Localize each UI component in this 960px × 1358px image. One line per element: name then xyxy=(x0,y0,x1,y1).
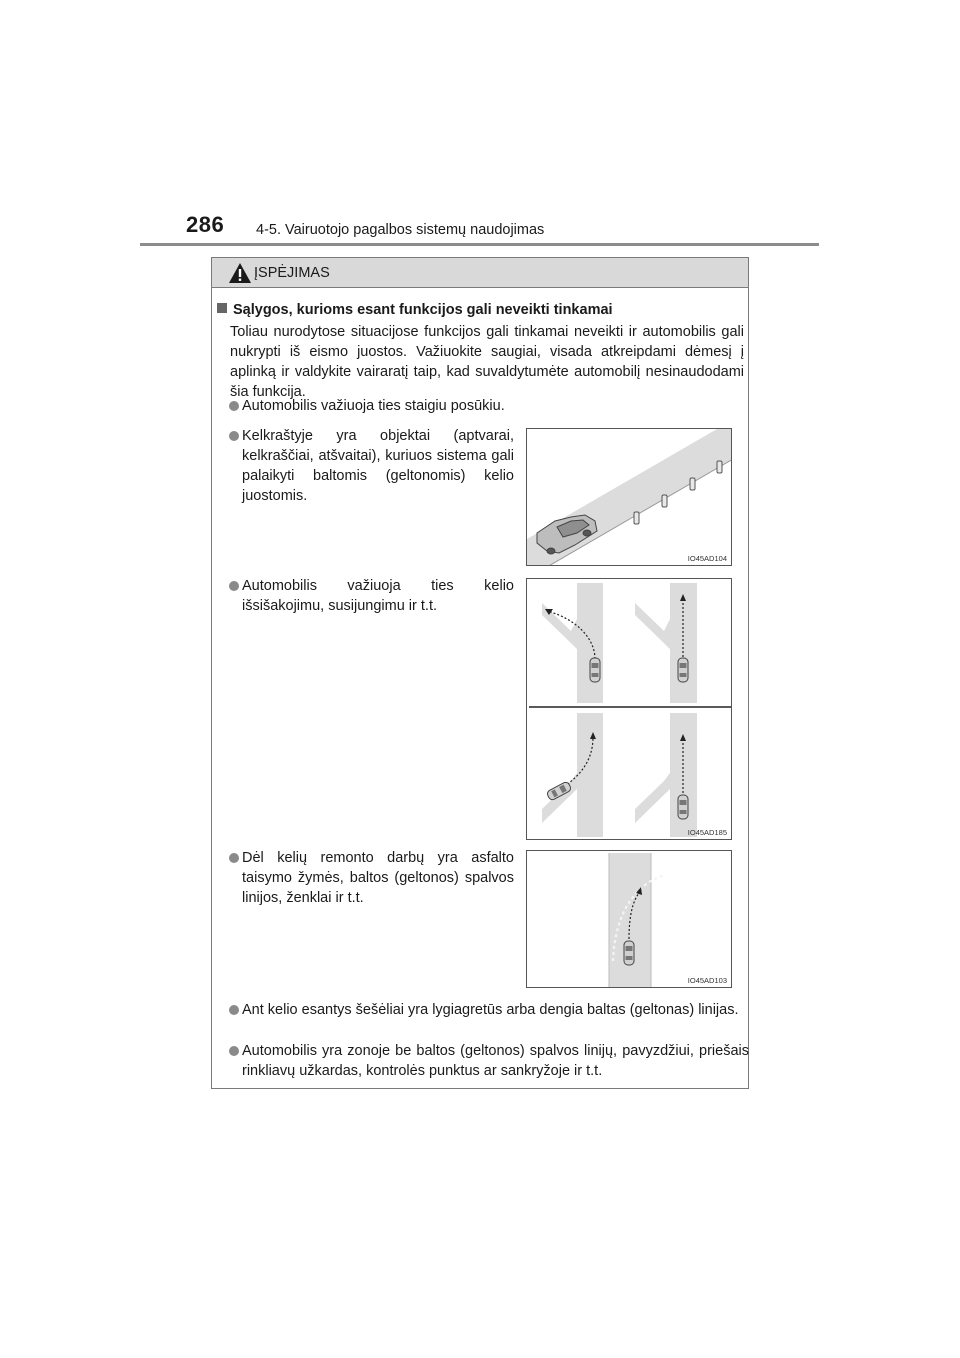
warning-box xyxy=(211,257,749,1089)
section-title: 4-5. Vairuotojo pagalbos sistemų naudojimas xyxy=(256,222,545,238)
intro-paragraph: Toliau nurodytose situacijose funkcijos gali tinkamai neveikti ir automobilis gali nukrypti iš eismo juostos. Važiuokite saugiai, visada atkreipdami dėmesį į aplinką ir valdykite vairaratį taip, kad suvaldytumėte automobilį nesinaudodami šia funkcija. xyxy=(230,324,744,400)
bullet-road-repair: Dėl kelių remonto darbų yra asfalto taisymo žymės, baltos (geltonos) spalvos linijos, ženklai ir t.t. xyxy=(229,848,514,908)
bullet-roadside-objects: Kelkraštyje yra objektai (aptvarai, kelkraščiai, atšvaitai), kuriuos sistema gali palaikyti baltomis (geltonomis) kelio juostomis. xyxy=(229,426,514,506)
header-rule xyxy=(140,243,819,246)
bullet-dot-icon xyxy=(229,581,239,591)
warning-header xyxy=(212,258,748,288)
bullet-no-lines: Automobilis yra zonoje be baltos (geltonos) spalvos linijų, pavyzdžiui, priešais rinkliavų užkardas, kontrolės punktus ar sankryžoje ir t.t. xyxy=(229,1041,749,1081)
bullet-dot-icon xyxy=(229,853,239,863)
condition-heading xyxy=(217,302,613,318)
figure-code: IO45AD104 xyxy=(687,554,727,563)
warning-label: ĮSPĖJIMAS xyxy=(254,265,330,281)
branch-figure xyxy=(526,578,732,840)
bullet-shadows: Ant kelio esantys šešėliai yra lygiagretūs arba dengia baltas (geltonas) linijas. xyxy=(229,1000,749,1020)
figure-code: IO45AD103 xyxy=(687,976,727,985)
repair-figure xyxy=(526,850,732,988)
bullet-dot-icon xyxy=(229,1046,239,1056)
branch-illustration xyxy=(527,579,732,840)
car-icon xyxy=(537,515,597,554)
guardrail-figure xyxy=(526,428,732,566)
warning-triangle-icon xyxy=(228,262,252,284)
guardrail-illustration xyxy=(527,429,732,566)
bullet-branching: Automobilis važiuoja ties kelio išsišakojimu, susijungimu ir t.t. xyxy=(229,576,514,616)
repair-illustration xyxy=(527,851,732,988)
bullet-sharp-curve: Automobilis važiuoja ties staigiu posūkiu. xyxy=(229,396,749,416)
condition-heading-text: Sąlygos, kurioms esant funkcijos gali neveikti tinkamai xyxy=(233,302,613,318)
bullet-dot-icon xyxy=(229,1005,239,1015)
figure-code: IO45AD185 xyxy=(687,828,727,837)
page-number: 286 xyxy=(186,212,225,237)
bullet-dot-icon xyxy=(229,401,239,411)
bullet-dot-icon xyxy=(229,431,239,441)
